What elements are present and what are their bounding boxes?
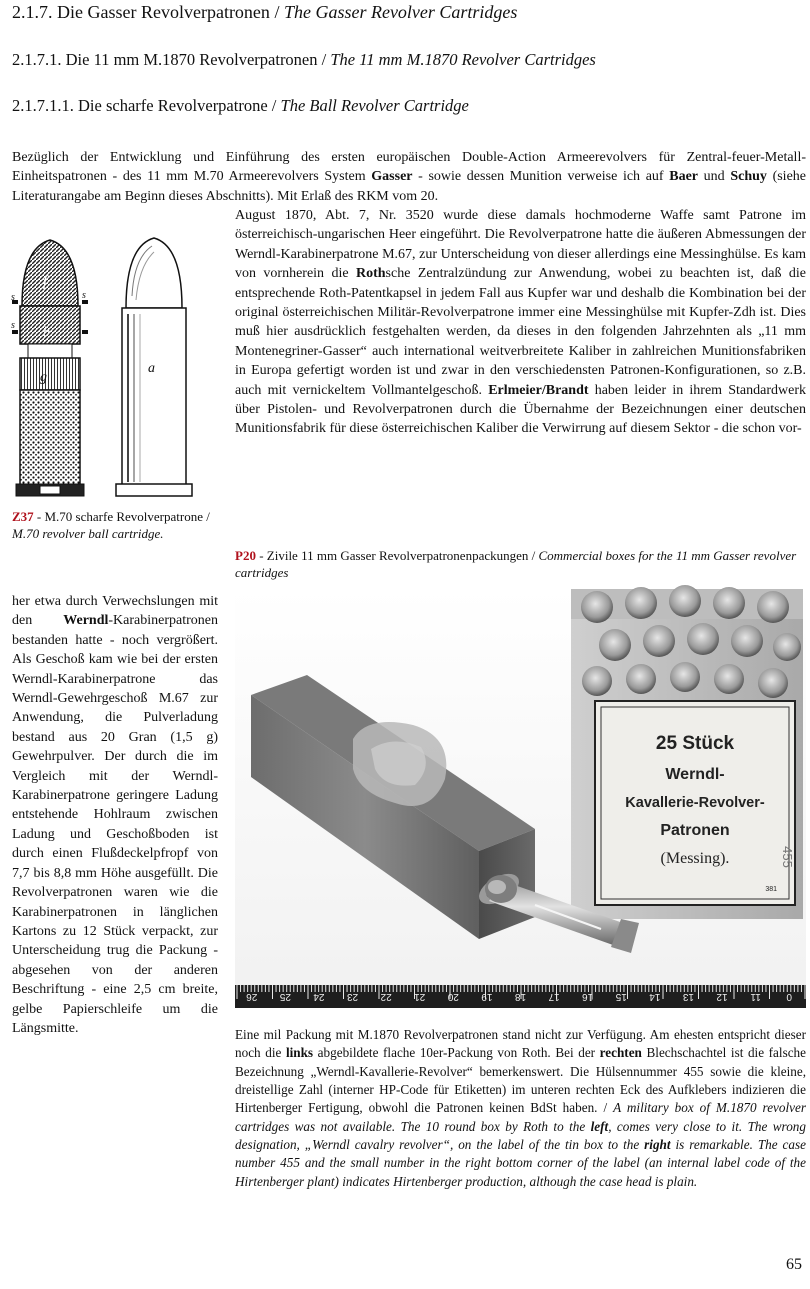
bold-name: Schuy — [730, 169, 767, 185]
heading-german: 2.1.7. Die Gasser Revolverpatronen — [12, 2, 270, 22]
text-run: August 1870, Abt. 7, Nr. 3520 wurde diese damals hochmoderne Waffe samt Patrone im österreichisch-ungarischen Heer eingeführt. Die Revolverpatrone hatte die äußeren Abmessungen der Werndl-Karabinerpatrone M.67, zur Unterscheidung von dieser allerdings eine Messinghülse. Es kam von vornherein die — [235, 208, 806, 282]
bold-word: links — [285, 1045, 314, 1061]
drawing-label-s: s — [82, 290, 86, 301]
drawing-label-f: f — [43, 274, 48, 290]
left-column-paragraph — [12, 592, 218, 1038]
sectional-cartridge-drawing — [11, 240, 88, 496]
text-run: sche Zentralzündung zur Anwendung, wobei zu beachten ist, daß die entsprechende Roth-Patentkapsel in jedem Fall aus Kupfer war und deshalb die Kombination bei der original österreichischen Militär-Revolverpatrone immer eine Messinghülse mit Kupfer-Zdh ist. Dies muß hier ausdrücklich festgehalten werden, da dieses in den folgenden Jahrzehnten als „11 mm Montenegriner-Gasser“ auch international weitverbreitete Kaliber in zahlreichen Munitionsfabriken in Europa gefertigt worden ist und zwar in den verschiedensten Patronen-Konfigurationen, so z.B. auch mit vernickeltem Vollmantelgeschoß. — [235, 266, 806, 398]
text-run: Bezüglich der Entwicklung und Einführung des ersten europäischen Double-Action Armeerevolvers für Zentral-feuer-Metall-Einheitspatronen - des 11 mm M.70 Armeerevolvers System — [12, 150, 806, 185]
caption-german: - M.70 scharfe Revolverpatrone / — [33, 509, 210, 524]
text-run: Blechschachtel ist die falsche Bezeichnung „Werndl-Kavallerie-Revolver“ bemerkenswert. Die Hülsennummer 455 sowie die kleine, dreistellige Zahl (interner HP-Code für Etiketten) im unteren rechten Eck des Aufklebers indizieren die Hirtenberger Fertigung, obwohl die Patronen keinen BdSt haben. — [235, 1045, 807, 1116]
figure-id: P20 — [235, 548, 256, 563]
ruler-number: 18 — [514, 991, 527, 1002]
ruler-number: 23 — [346, 991, 359, 1002]
figure-id: Z37 — [12, 509, 34, 524]
ruler-number: 21 — [414, 991, 426, 1002]
label-code: 381 — [765, 886, 777, 893]
text-run: Eine mil Packung mit M.1870 Revolverpatronen stand nicht zur Verfügung. Am ehesten entspricht dieser noch die — [235, 1027, 806, 1061]
ruler-number: 17 — [548, 991, 560, 1002]
label-maker: Werndl- — [665, 766, 725, 783]
drawing-label-g: g — [40, 370, 47, 385]
bold-word: rechten — [599, 1045, 642, 1061]
caption-german: - Zivile 11 mm Gasser Revolverpatronenpackungen / — [255, 548, 539, 563]
bold-name: Werndl — [63, 613, 109, 629]
ruler-number: 13 — [682, 991, 695, 1002]
section-heading-2-1-7 — [12, 2, 517, 23]
heading-separator: / — [317, 50, 331, 69]
section-heading-2-1-7-1-1 — [12, 96, 469, 116]
external-cartridge-drawing — [116, 238, 192, 496]
heading-german: 2.1.7.1. Die 11 mm M.1870 Revolverpatronen — [12, 50, 318, 69]
heading-separator: / — [269, 2, 284, 22]
ruler-number: 0 — [786, 991, 792, 1002]
ruler-number: 24 — [313, 991, 325, 1002]
heading-separator: / — [267, 96, 281, 115]
bold-name: Erlmeier/Brandt — [488, 382, 589, 398]
ruler-number: 14 — [649, 991, 661, 1002]
heading-english: The Ball Revolver Cartridge — [280, 96, 469, 115]
ruler-number: 22 — [380, 991, 392, 1002]
cartridge-boxes-photo — [235, 589, 806, 1008]
ruler-number: 11 — [750, 991, 761, 1002]
ruler-number: 16 — [582, 991, 594, 1002]
ruler-number: 19 — [481, 991, 493, 1002]
drawing-label-s: s — [11, 320, 15, 331]
drawing-label-a: a — [148, 361, 155, 376]
figure-caption-p20 — [235, 547, 806, 581]
right-column-paragraph — [235, 206, 806, 439]
english-run: A military box of M.1870 revolver cartridges was not available. The 10 round box by Roth to the — [235, 1100, 806, 1134]
bold-word: right — [644, 1136, 671, 1152]
text-run: - sowie dessen Munition verweise ich auf — [412, 169, 670, 185]
figure-caption-z37 — [12, 508, 218, 542]
cartridge-drawing-figure — [12, 236, 212, 504]
label-quantity: 25 Stück — [655, 733, 735, 754]
ruler-number: 15 — [615, 991, 627, 1002]
ruler-number: 26 — [246, 991, 258, 1002]
english-run: , comes very close to it. The wrong designation, „Werndl cavalry revolver“, on the label of the tin box to the — [235, 1118, 806, 1152]
ruler-number: 25 — [279, 991, 291, 1002]
text-run: -Karabinerpatronen bestanden hatte - noch vergrößert. Als Geschoß kam wie bei der ersten Werndl-Karabinerpatrone das Werndl-Gewehrgeschoß M.67 zur Anwendung, die Pulverladung bestand aus 20 Gran (1,5 g) Gewehrpulver. Der durch die im Vergleich mit der Werndl-Karabinerpatrone geringere Ladung entstehende Hohlraum zwischen Ladung und Geschoßboden ist durch einen Flußdeckelpfropf von 7,7 bis 8,8 mm Höhe ausgefüllt. Die Revolverpatronen waren wie die Karabinerpatronen in länglichen Kartons zu 12 Stück verpackt, zur Unterscheidung trug die Packung - abgesehen von der anderen Beschriftung - eine 2,5 cm breite, gelbe Papierschleife um die Längsmitte. — [12, 613, 218, 1036]
heading-german: 2.1.7.1.1. Die scharfe Revolverpatrone — [12, 96, 268, 115]
text-run: her etwa durch Verwechslungen mit den — [12, 594, 218, 629]
bold-name: Baer — [669, 169, 699, 185]
text-run: haben leider in ihrem Standardwerk über Pistolen- und Revolverpatronen durch die Übernahme der Bezeichnungen einer deutschen Munitionsfabrik für diese österreichischen Kaliber die Verwirrung auf diesem Sektor - die schon vor- — [235, 382, 807, 437]
label-case-number: 455 — [780, 846, 795, 868]
measuring-ruler[interactable] — [235, 985, 806, 1008]
drawing-label-b: b — [43, 325, 50, 340]
intro-paragraph — [12, 148, 806, 206]
text-run: / — [597, 1100, 614, 1116]
text-run: (siehe Literaturangabe am Beginn dieses Abschnitts). Mit Erlaß des RKM vom 20. — [12, 169, 806, 204]
caption-english: M.70 revolver ball cartridge. — [12, 526, 164, 541]
bold-name: Gasser — [371, 169, 413, 185]
label-cartridges: Patronen — [660, 822, 730, 839]
section-heading-2-1-7-1 — [12, 50, 596, 70]
bold-word: left — [590, 1118, 609, 1134]
label-material: (Messing). — [660, 850, 730, 867]
text-run: und — [698, 169, 731, 185]
text-run: abgebildete flache 10er-Packung von Roth. Bei der — [313, 1045, 600, 1061]
ruler-number: 20 — [447, 991, 459, 1002]
drawing-label-s: s — [11, 292, 15, 303]
tin-box — [571, 585, 803, 919]
page-number: 65 — [786, 1256, 802, 1273]
bold-name: Roth — [355, 266, 386, 282]
heading-english: The 11 mm M.1870 Revolver Cartridges — [330, 50, 596, 69]
english-run: is remarkable. The case number 455 and the small number in the right bottom corner of the label (an internal label code of the Hirtenberger plant) indicates Hirtenberger production, although the case head is plain. — [235, 1136, 806, 1189]
ruler-number: 12 — [716, 991, 728, 1002]
heading-english: The Gasser Revolver Cartridges — [283, 2, 518, 22]
caption-english: Commercial boxes for the 11 mm Gasser revolver cartridges — [235, 548, 797, 580]
bottom-caption-paragraph — [235, 1026, 806, 1191]
label-type: Kavallerie-Revolver- — [625, 795, 765, 811]
